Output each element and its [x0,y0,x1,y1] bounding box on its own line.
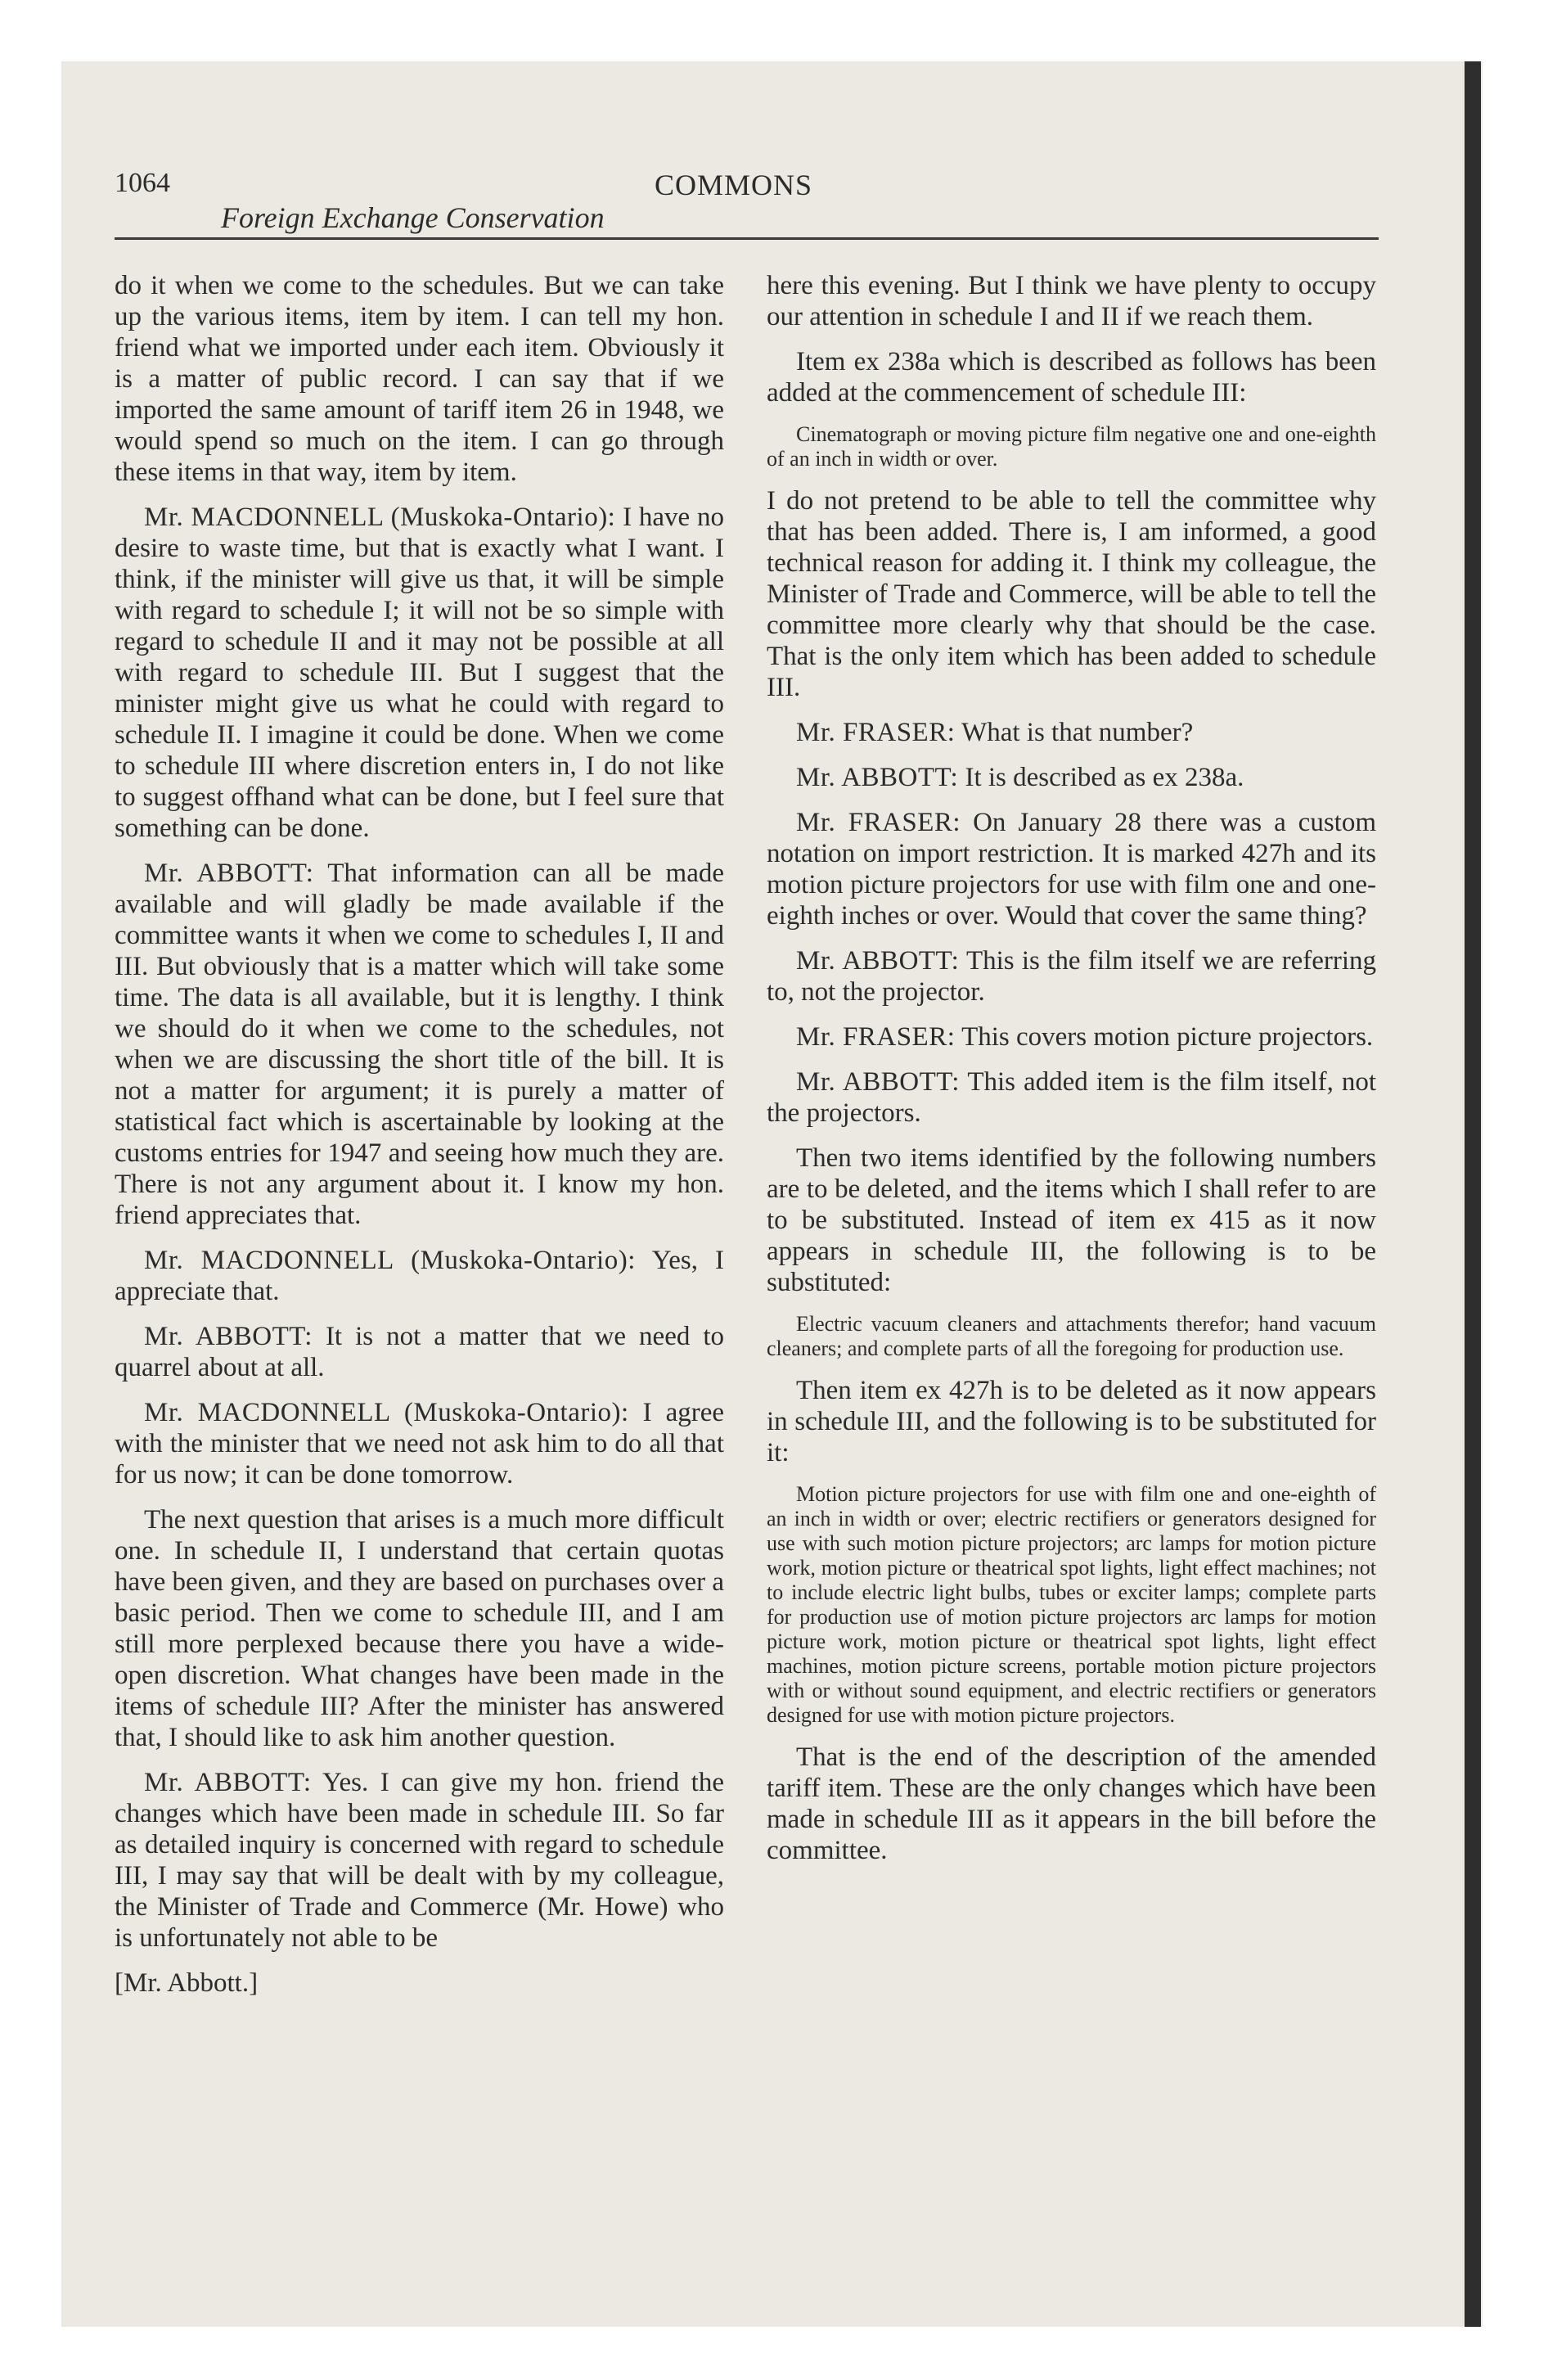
right-column [767,270,1376,1880]
paragraph [767,1742,1376,1866]
speaker-name: Mr. ABBOTT: [144,1768,312,1797]
speaker-name: Mr. MACDONNELL (Muskoka-Ontario): [144,503,616,532]
page-header [115,160,1375,241]
paragraph [115,1245,724,1307]
speaker-name: Mr. ABBOTT: [144,1322,313,1351]
paragraph-text: It is described as ex 238a. [965,763,1244,792]
page-number: 1064 [115,168,170,198]
paragraph [767,717,1376,748]
paragraph-text: That information can all be made available and will gladly be made available if the committee wants it when we come to schedules I, II and III. But obviously that is a matter which will take some time. The data is all available, but it is lengthy. I think we should do it when we come to the schedules, not when we are discussing the short title of the bill. It is not a matter for argument; it is purely a matter of statistical fact which is ascertainable by looking at the customs entries for 1947 and seeing how much they are. There is not any argument about it. I know my hon. friend appreciates that. [115,859,724,1230]
speaker-name: Mr. MACDONNELL (Muskoka-Ontario): [144,1246,636,1275]
speaker-name: Mr. FRASER: [796,1022,956,1052]
speaker-name: Mr. FRASER: [796,808,961,837]
paragraph [767,762,1376,793]
header-rule [115,237,1379,240]
speaker-name: Mr. MACDONNELL (Muskoka-Ontario): [144,1398,629,1427]
speaker-name: Mr. ABBOTT: [796,1067,960,1097]
paragraph [767,1375,1376,1468]
paragraph-text: do it when we come to the schedules. But we can take up the various items, item by item. I can tell my hon. friend what we imported under each item. Obviously it is a matter of public record. I can say that if we imported the same amount of tariff item 26 in 1948, we would spend so much on the item. I can go through these items in that way, item by item. [115,271,724,487]
paragraph-text: here this evening. But I think we have plenty to occupy our attention in schedule I and II if we reach them. [767,271,1376,331]
page-edge-shadow [1465,61,1481,2327]
speaker-name: Mr. ABBOTT: [796,763,959,792]
paragraph-text: I agree with the minister that we need not ask him to do all that for us now; it can be done tomorrow. [115,1398,725,1490]
paragraph-text: Then two items identified by the following numbers are to be deleted, and the items which I shall refer to are to be substituted. Instead of item ex 415 as it now appears in schedule III, the following is to be substituted: [767,1143,1376,1297]
paragraph-text: I do not pretend to be able to tell the committee why that has been added. There is, I am informed, a good technical reason for adding it. I think my colleague, the Minister of Trade and Commerce, will be able to tell the committee more clearly why that should be the case. That is the only item which has been added to schedule III. [767,486,1376,702]
paragraph [767,1066,1376,1129]
paragraph [115,858,724,1231]
paragraph-text: This covers motion picture projectors. [961,1022,1374,1052]
paragraph-text: I have no desire to waste time, but that is exactly what I want. I think, if the minister will give us that, it will be simple with regard to schedule I; it will not be so simple with regard to schedule II and it may not be possible at all with regard to schedule III. But I suggest that the minister might give us what he could with regard to schedule II. I imagine it could be done. When we come to schedule III where discretion enters in, I do not like to suggest offhand what can be done, but I feel sure that something can be done. [115,503,724,843]
tariff-quote: Motion picture projectors for use with film one and one-eighth of an inch in width or over; electric rectifiers or generators designed for use with such motion picture projectors; arc lamps for motion picture work, motion picture or theatrical spot lights, light effect machines; not to include electric light bulbs, tubes or exciter lamps; complete parts for production use of motion picture projectors arc lamps for motion picture work, motion picture or theatrical spot lights, light effect machines, motion picture screens, portable motion picture projectors with or without sound equipment, and electric rectifiers or generators designed for use with motion picture projectors. [767,1482,1376,1727]
tariff-quote: Electric vacuum cleaners and attachments therefor; hand vacuum cleaners; and complete parts of all the foregoing for production use. [767,1312,1376,1360]
speaker-attribution: [Mr. Abbott.] [115,1968,259,1998]
paragraph [767,1143,1376,1298]
paragraph-text: Yes. I can give my hon. friend the changes which have been made in schedule III. So far as detailed inquiry is concerned with regard to schedule III, I may say that will be dealt with by my colleague, the Minister of Trade and Commerce (Mr. Howe) who is unfortunately not able to be [115,1768,724,1953]
paragraph [115,1397,724,1490]
speaker-name: Mr. FRASER: [796,718,956,747]
paragraph-text: This is the film itself we are referring to, not the projector. [767,946,1377,1007]
paragraph [767,346,1376,408]
paragraph [115,270,724,488]
paragraph [767,485,1376,703]
paragraph [115,1767,724,1954]
paragraph-text: That is the end of the description of the amended tariff item. These are the only changes which have been made in schedule III as it appears in the bill before the committee. [767,1742,1376,1865]
paragraph [115,1321,724,1383]
paragraph-text: Yes, I appreciate that. [115,1246,724,1306]
paragraph [767,945,1376,1007]
left-column [115,270,724,2013]
speaker-name: Mr. ABBOTT: [796,946,960,976]
speaker-name: Mr. ABBOTT: [144,859,314,888]
paragraph-text: This added item is the film itself, not the projectors. [767,1067,1377,1128]
tariff-quote: Cinematograph or moving picture film negative one and one-eighth of an inch in width or over. [767,422,1376,471]
journal-title: COMMONS [655,169,813,201]
paragraph [767,807,1376,931]
paragraph [115,502,724,844]
paragraph [115,1504,724,1753]
paragraph-text: What is that number? [961,718,1194,747]
paragraph-text: The next question that arises is a much more difficult one. In schedule II, I understand that certain quotas have been given, and they are based on purchases over a basic period. Then we come to schedule III, and I am still more perplexed because there you have a wide-open discretion. What changes have been made in the items of schedule III? After the minister has answered that, I should like to ask him another question. [115,1505,724,1752]
paragraph [767,1021,1376,1053]
paragraph-text: Item ex 238a which is described as follows has been added at the commencement of schedule III: [767,347,1376,408]
paragraph-text: Then item ex 427h is to be deleted as it now appears in schedule III, and the following is to be substituted for it: [767,1376,1376,1467]
paragraph-text: On January 28 there was a custom notation on import restriction. It is marked 427h and its motion picture projectors for use with film one and one-eighth inches or over. Would that cover the same thing? [767,808,1377,931]
paragraph [767,270,1376,332]
section-title: Foreign Exchange Conservation [221,201,605,234]
paragraph-text: It is not a matter that we need to quarrel about at all. [115,1322,724,1382]
